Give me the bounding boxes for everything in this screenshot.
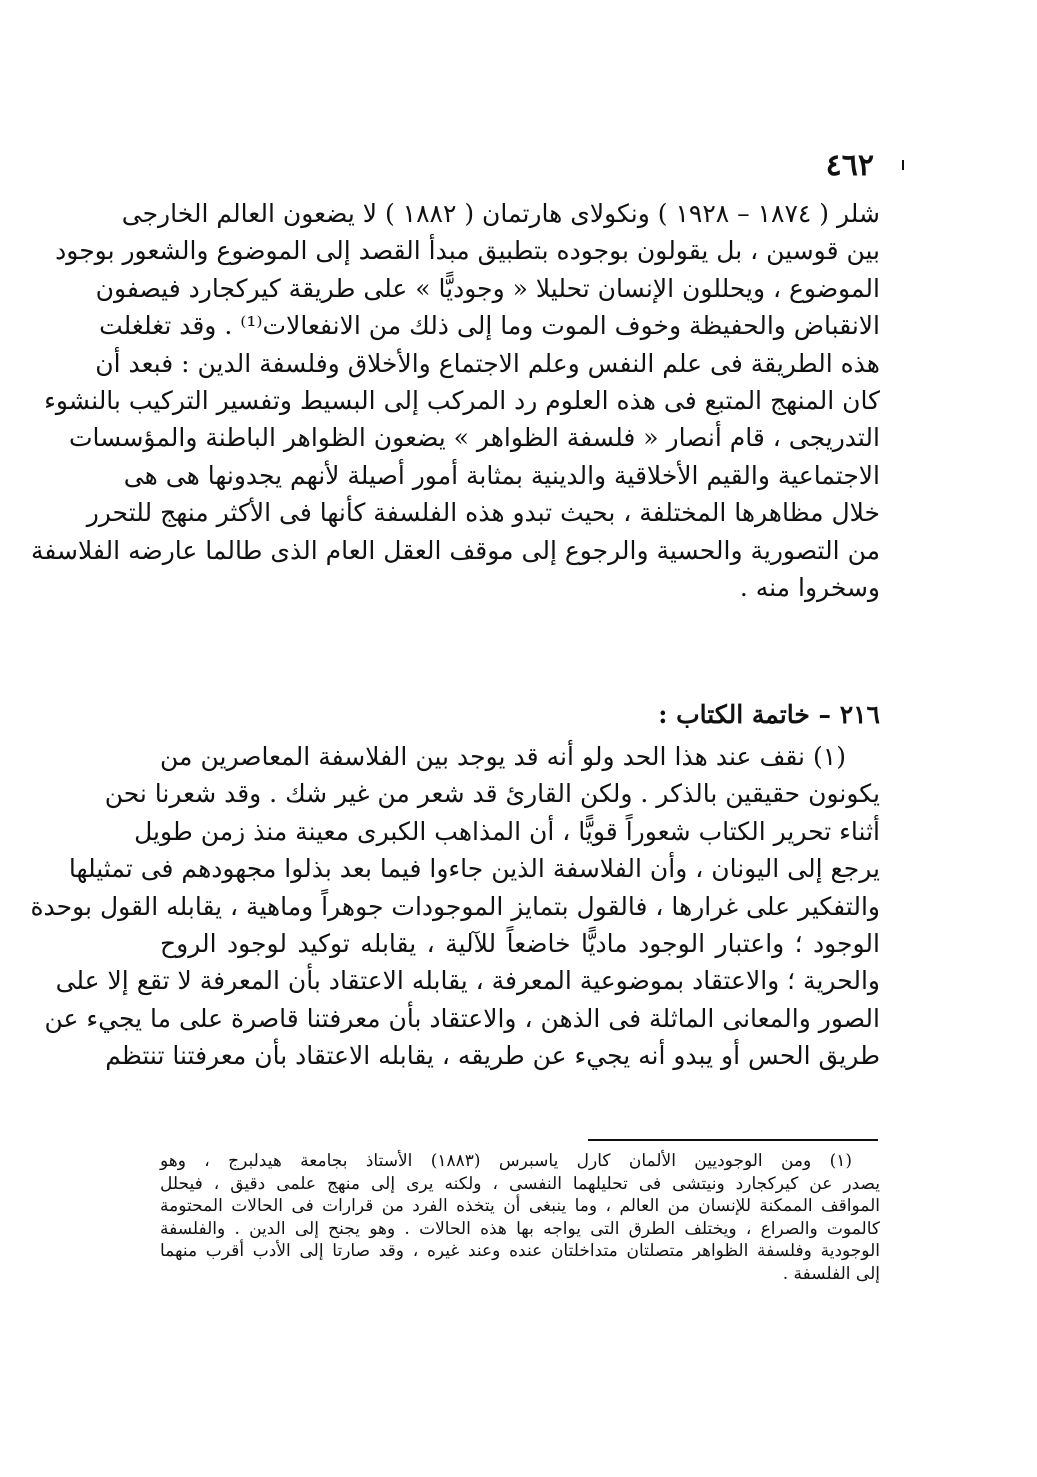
section-heading: ٢١٦ – خاتمة الكتاب :	[658, 700, 880, 729]
text-line: الموضوع ، ويحللون الإنسان تحليلا « وجوديًّا » على طريقة كيركجارد فيصفون	[95, 273, 880, 303]
footnote-line: كالموت والصراع ، ويختلف الطرق التى يواجه بها هذه الحالات . وهو يجنح إلى الدين . والفلسفة	[160, 1218, 880, 1239]
footnote-line: يصدر عن كيركجارد ونيتشى فى تحليلهما النفسى ، ولكنه يرى إلى منهج علمى دقيق ، فيحلل	[160, 1173, 880, 1194]
text-line: شلر ( ١٨٧٤ – ١٩٢٨ ) ونكولاى هارتمان ( ١٨٨٢ ) لا يضعون العالم الخارجى	[121, 199, 880, 228]
footnote-line: المواقف الممكنة للإنسان من العالم ، وما ينبغى أن يتخذه الفرد من قرارات فى الحالات المحتومة	[160, 1196, 880, 1217]
text-line: التدريجى ، قام أنصار « فلسفة الظواهر » يضعون الظواهر الباطنة والمؤسسات	[69, 423, 880, 453]
text-line: والتفكير على غرارها ، فالقول بتمايز الموجودات جوهراً وماهية ، يقابله القول بوحدة	[30, 891, 880, 921]
text-line: الوجود ؛ واعتبار الوجود ماديًّا خاضعاً للآلية ، يقابله توكيد لوجود الروح	[160, 928, 880, 958]
footnote-divider	[588, 1139, 878, 1141]
text-line: يرجع إلى اليونان ، وأن الفلاسفة الذين جاءوا فيما بعد بذلوا مجهودهم فى تمثيلها	[68, 854, 880, 884]
footnote	[160, 1150, 880, 1286]
text-line: وسخروا منه .	[739, 572, 880, 602]
text-line: طريق الحس أو يبدو أنه يجيء عن طريقه ، يقابله الاعتقاد بأن معرفتنا تنتظم	[105, 1041, 880, 1071]
text-line: الانقباض والحفيظة وخوف الموت وما إلى ذلك من الانفعالات⁽¹⁾ . وقد تغلغلت	[99, 311, 880, 341]
footnote-line: (١) ومن الوجوديين الألمان كارل ياسبرس (١٨٨٣) الأستاذ بجامعة هيدلبرج ، وهو	[160, 1151, 853, 1171]
text-line: الصور والمعانى الماثلة فى الذهن ، والاعتقاد بأن معرفتنا قاصرة على ما يجيء عن	[44, 1003, 880, 1033]
footnote-line: الوجودية وفلسفة الظواهر متصلتان متداخلتان عنده وعند غيره ، وقد صارتا إلى الأدب أقرب منهما	[160, 1241, 880, 1262]
text-line: الاجتماعية والقيم الأخلاقية والدينية بمثابة أمور أصيلة لأنهم يجدونها هى هى	[123, 460, 880, 490]
text-line: من التصورية والحسية والرجوع إلى موقف العقل العام الذى طالما عارضه الفلاسفة	[31, 535, 880, 565]
footnote-line: إلى الفلسفة .	[782, 1263, 880, 1284]
text-line: والحرية ؛ والاعتقاد بموضوعية المعرفة ، يقابله الاعتقاد بأن المعرفة لا تقع إلا على	[55, 966, 880, 996]
text-line: (١) نقف عند هذا الحد ولو أنه قد يوجد بين الفلاسفة المعاصرين من	[160, 742, 846, 771]
page-number: ٤٦٢	[825, 148, 874, 183]
text-line: بين قوسين ، بل يقولون بوجوده بتطبيق مبدأ القصد إلى الموضوع والشعور بوجود	[55, 236, 880, 266]
text-line: خلال مظاهرها المختلفة ، بحيث تبدو هذه الفلسفة كأنها فى الأكثر منهج للتحرر	[86, 498, 880, 528]
text-line: هذه الطريقة فى علم النفس وعلم الاجتماع والأخلاق وفلسفة الدين : فبعد أن	[95, 348, 880, 378]
conclusion-paragraph	[30, 738, 880, 1075]
text-line: كان المنهج المتبع فى هذه العلوم رد المركب إلى البسيط وتفسير التركيب بالنشوء	[44, 385, 880, 415]
text-line: أثناء تحرير الكتاب شعوراً قويًّا ، أن المذاهب الكبرى معينة منذ زمن طويل	[134, 816, 880, 846]
intro-paragraph	[31, 195, 880, 606]
margin-mark	[902, 160, 904, 170]
text-line: يكونون حقيقين بالذكر . ولكن القارئ قد شعر من غير شك . وقد شعرنا نحن	[104, 779, 880, 809]
